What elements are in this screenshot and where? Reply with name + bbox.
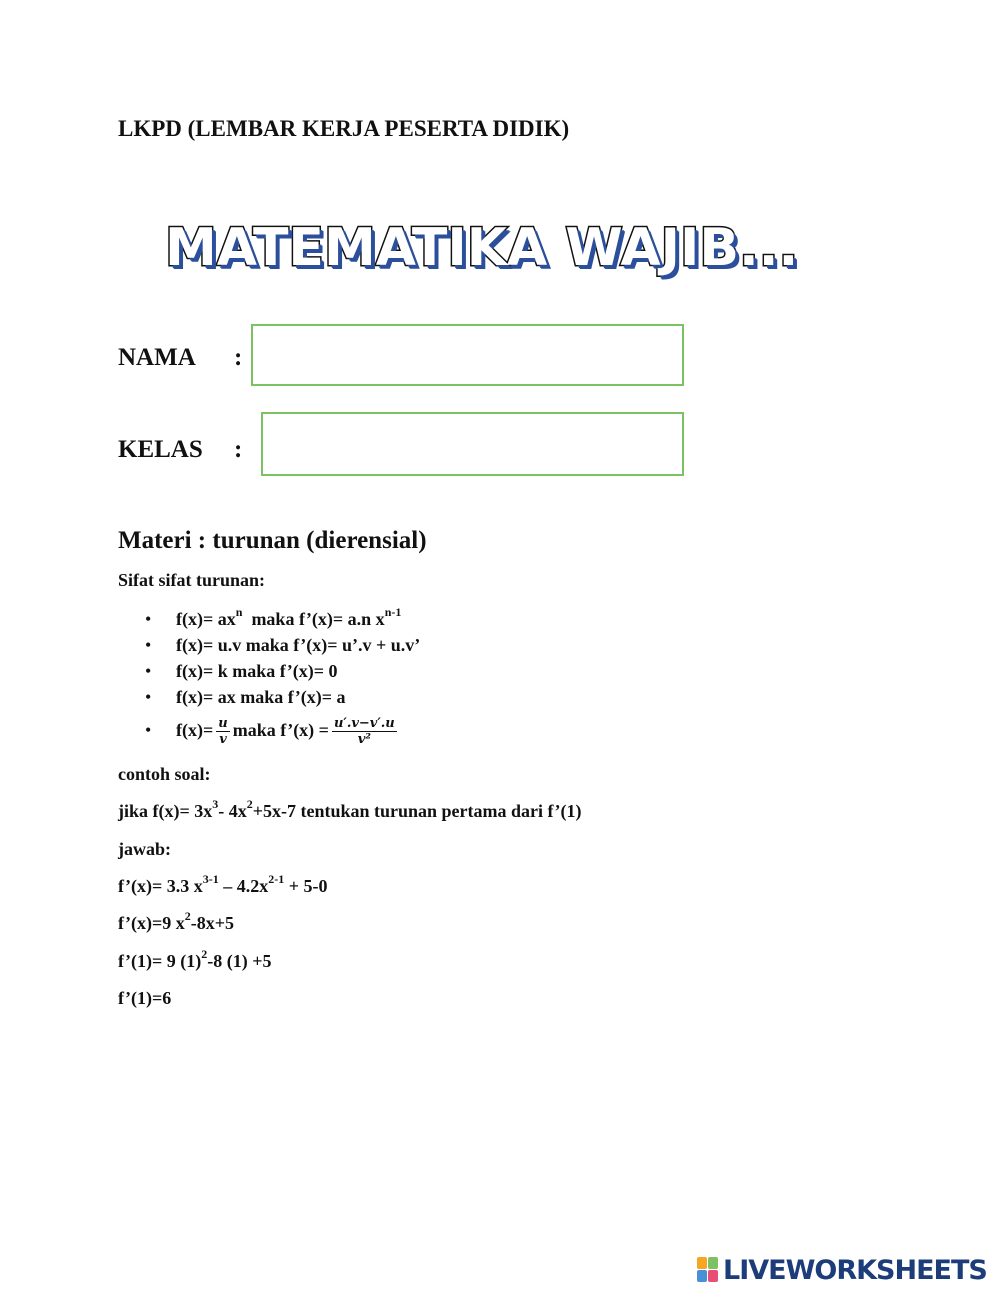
bullet-icon: • bbox=[145, 687, 152, 707]
derivative-rules-list bbox=[145, 606, 465, 750]
bullet-icon: • bbox=[145, 661, 152, 681]
liveworksheets-logo[interactable] bbox=[697, 1255, 987, 1285]
step1-part-a: f’(x)= 3.3 x bbox=[118, 876, 203, 896]
rule-quotient bbox=[145, 710, 465, 750]
rule-power-part-b: maka f’(x)= a.n x bbox=[242, 609, 385, 629]
liveworksheets-mark-icon bbox=[697, 1257, 719, 1283]
step2-exponent: 2 bbox=[184, 909, 191, 923]
example-heading: contoh soal: bbox=[118, 764, 211, 784]
step3-part-b: -8 (1) +5 bbox=[207, 951, 272, 971]
question-exponent-b: 2 bbox=[246, 797, 253, 811]
rule-power-part-a: f(x)= ax bbox=[176, 609, 236, 629]
step1-part-b: – 4.2x bbox=[218, 876, 269, 896]
rule-linear-text: f(x)= ax maka f’(x)= a bbox=[176, 687, 346, 707]
question-part-c: +5x-7 tentukan turunan pertama dari f’(1) bbox=[252, 801, 582, 821]
rule-constant bbox=[145, 658, 445, 684]
nama-colon: : bbox=[234, 344, 243, 371]
fraction-numerator: u bbox=[218, 716, 228, 732]
materi-title: Materi : turunan (dierensial) bbox=[118, 527, 427, 554]
nama-input[interactable] bbox=[251, 324, 684, 386]
rule-constant-text: f(x)= k maka f’(x)= 0 bbox=[176, 661, 338, 681]
question-exponent-a: 3 bbox=[212, 797, 219, 811]
rule-linear bbox=[145, 684, 445, 710]
step2-part-b: -8x+5 bbox=[190, 913, 234, 933]
step1-exponent-b: 2-1 bbox=[268, 872, 285, 886]
nama-label: NAMA bbox=[118, 344, 196, 371]
liveworksheets-brand-text: LIVEWORKSHEETS bbox=[723, 1254, 987, 1286]
rule-quotient-part-a: f(x)= bbox=[176, 720, 214, 740]
step1-exponent-a: 3-1 bbox=[202, 872, 219, 886]
rule-quotient-part-b: maka f’(x) = bbox=[232, 720, 329, 740]
document-title: LKPD (LEMBAR KERJA PESERTA DIDIK) bbox=[118, 116, 570, 141]
kelas-colon: : bbox=[234, 436, 243, 463]
question-part-a: jika f(x)= 3x bbox=[118, 801, 213, 821]
fraction-u-over-v bbox=[216, 716, 229, 747]
kelas-input[interactable] bbox=[261, 412, 684, 476]
answer-heading: jawab: bbox=[118, 839, 171, 859]
bullet-icon: • bbox=[145, 635, 152, 655]
answer-step-3 bbox=[118, 947, 272, 972]
answer-step-2 bbox=[118, 909, 234, 934]
step2-part-a: f’(x)=9 x bbox=[118, 913, 185, 933]
fraction-numerator: u′.v−v′.u bbox=[333, 716, 395, 732]
question-part-b: - 4x bbox=[218, 801, 247, 821]
fraction-denominator: v² bbox=[357, 732, 371, 748]
subject-banner: MATEMATIKA WAJIB... bbox=[165, 218, 799, 278]
answer-step-4: f’(1)=6 bbox=[118, 988, 172, 1008]
rule-power-result-exponent: n-1 bbox=[384, 605, 402, 619]
kelas-label: KELAS bbox=[118, 436, 203, 463]
rule-product-text: f(x)= u.v maka f’(x)= u’.v + u.v’ bbox=[176, 635, 421, 655]
bullet-icon: • bbox=[145, 609, 152, 629]
example-question bbox=[118, 797, 582, 822]
rule-product bbox=[145, 632, 465, 658]
fraction-denominator: v bbox=[219, 732, 227, 748]
bullet-icon: • bbox=[145, 720, 152, 740]
rule-power-exponent: n bbox=[235, 605, 243, 619]
step3-exponent: 2 bbox=[201, 947, 208, 961]
answer-step-1 bbox=[118, 872, 328, 897]
properties-heading: Sifat sifat turunan: bbox=[118, 570, 266, 590]
fraction-quotient-rule bbox=[332, 716, 397, 747]
step3-part-a: f’(1)= 9 (1) bbox=[118, 951, 202, 971]
step1-part-c: + 5-0 bbox=[284, 876, 328, 896]
rule-power bbox=[145, 606, 445, 632]
